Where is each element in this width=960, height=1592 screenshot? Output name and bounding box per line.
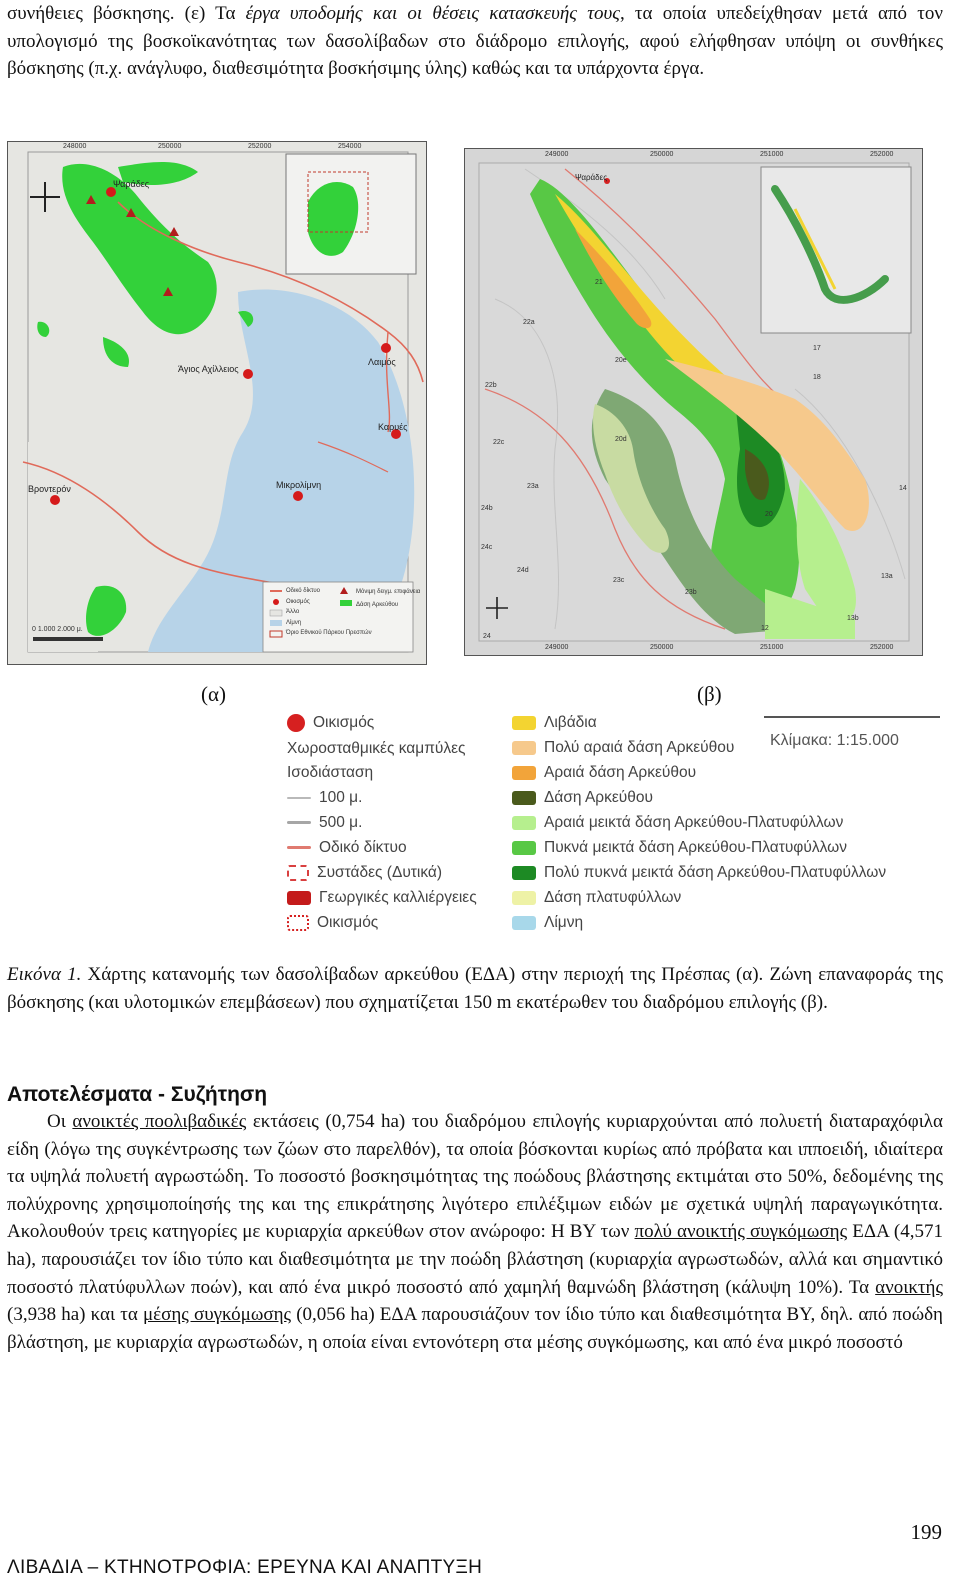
legend-item-stands: Συστάδες (Δυτικά) xyxy=(287,864,442,882)
map-a-legend-item: Οικισμός xyxy=(286,598,310,605)
map-a-village-karyes: Καρυές xyxy=(378,422,408,432)
settlement-icon xyxy=(287,714,305,732)
map-b-unit-label: 13b xyxy=(847,615,859,622)
contour-500-line xyxy=(287,821,311,824)
map-a-village-psarades: Ψαράδες xyxy=(113,179,150,189)
legend-item-sparse-mixed: Αραιά μεικτά δάση Αρκεύθου-Πλατυφύλλων xyxy=(512,814,843,832)
map-a-legend-item: Οδικό δίκτυο xyxy=(286,588,320,594)
map-b-bottom-tick-1: 249000 xyxy=(545,644,569,651)
map-a-legend-right xyxy=(356,586,420,612)
legend-item-100m: 100 μ. xyxy=(287,789,362,807)
map-b-unit-label: 24c xyxy=(481,544,493,551)
map-b-unit-label: 22a xyxy=(523,319,535,326)
legend-item-broadleaf: Δάση πλατυφύλλων xyxy=(512,889,681,907)
legend-right xyxy=(512,710,942,940)
section-heading: Αποτελέσματα - Συζήτηση xyxy=(7,1083,268,1106)
legend-item-contours: Χωροσταθμικές καμπύλες xyxy=(287,740,466,757)
map-a-legend-item: Όριο Εθνικού Πάρκου Πρεσπών xyxy=(286,630,372,636)
caption-text: Χάρτης κατανομής των δασολίβαδων αρκεύθου (ΕΔΑ) στην περιοχή της Πρέσπας (α). Ζώνη επαναφοράς της βόσκησης (και υλοτομικών επεμβάσεων) που σχηματίζεται 150 m εκατέρωθεν του διαδρόμου επιλογής (β). xyxy=(7,964,943,1013)
map-b-unit-label: 20d xyxy=(615,436,627,443)
legend-item-500m: 500 μ. xyxy=(287,814,362,832)
stand-icon xyxy=(287,865,309,881)
intro-paragraph xyxy=(7,0,943,83)
legend-item-sparse-juniper: Αραιά δάση Αρκεύθου xyxy=(512,764,696,782)
figure-caption xyxy=(7,961,943,1016)
map-b-top-tick-1: 249000 xyxy=(545,151,569,158)
legend-item-very-sparse-juniper: Πολύ αραιά δάση Αρκεύθου xyxy=(512,739,734,757)
map-b-unit-label: 14 xyxy=(899,485,907,492)
legend-item-lake: Λίμνη xyxy=(512,914,583,932)
map-b-unit-label: 13a xyxy=(881,573,893,580)
figure-label-a: (α) xyxy=(201,682,226,706)
legend-item-juniper-forest: Δάση Αρκεύθου xyxy=(512,789,653,807)
map-b-graphic xyxy=(465,149,922,655)
map-b-unit-label: 12 xyxy=(761,625,769,632)
caption-label: Εικόνα 1. xyxy=(7,964,82,985)
map-b-top-tick-4: 252000 xyxy=(870,151,894,158)
map-b-unit-label: 17 xyxy=(813,345,821,352)
map-b-bottom-tick-4: 252000 xyxy=(870,644,894,651)
map-b xyxy=(464,148,923,656)
map-a-village-vronteron: Βροντερόν xyxy=(28,484,71,494)
map-b-bottom-tick-2: 250000 xyxy=(650,644,674,651)
map-a-tick-1: 248000 xyxy=(63,143,87,150)
map-a-tick-2: 250000 xyxy=(158,143,182,150)
intro-text-2: , τα οποία υπεδείχθησαν μετά από τον υπολογισμό της βοσκοϊκανότητας των δασολίβαδων στο διάδρομο επιλογής, αφού ελήφθησαν υπόψη οι συνθήκες βόσκησης (π.χ. ανάγλυφο, διαθεσιμότητα βοσκήσιμης ύλης) καθώς και τα υπάρχοντα έργα. xyxy=(7,3,943,80)
map-b-top-tick-3: 251000 xyxy=(760,151,784,158)
map-b-unit-label: 24b xyxy=(481,505,493,512)
legend-item-meadows: Λιβάδια xyxy=(512,714,597,732)
map-a-tick-4: 254000 xyxy=(338,143,362,150)
map-a-scale: 0 1.000 2.000 μ. xyxy=(32,626,83,633)
map-b-unit-label: 21 xyxy=(595,279,603,286)
crops-icon xyxy=(287,891,311,905)
legend-item-settlement: Οικισμός xyxy=(287,714,374,732)
map-a-legend-item: Λίμνη xyxy=(286,619,302,626)
map-a-tick-3: 252000 xyxy=(248,143,272,150)
map-a-village-agios-achilleios: Άγιος Αχίλλειος xyxy=(178,364,239,374)
map-b-unit-label: 23c xyxy=(613,577,625,584)
map-a-legend-item: Άλλο xyxy=(286,609,300,615)
legend-item-contour-interval: Ισοδιάσταση xyxy=(287,764,374,781)
map-a xyxy=(7,141,427,665)
map-b-unit-label: 22c xyxy=(493,439,505,446)
legend-item-very-dense-mixed: Πολύ πυκνά μεικτά δάση Αρκεύθου-Πλατυφύλλων xyxy=(512,864,886,882)
underlined-term: πολύ ανοικτής συγκόμωσης xyxy=(634,1221,848,1243)
contour-100-line xyxy=(287,797,311,799)
page-number: 199 xyxy=(910,1520,942,1544)
map-b-unit-label: 20e xyxy=(615,357,627,364)
map-a-village-laimos: Λαιμός xyxy=(368,357,396,367)
legend-item-roads: Οδικό δίκτυο xyxy=(287,839,407,857)
map-b-unit-label: 20 xyxy=(765,511,773,518)
map-b-top-tick-2: 250000 xyxy=(650,151,674,158)
map-b-unit-label: 23a xyxy=(527,483,539,490)
map-b-unit-label: 18 xyxy=(813,374,821,381)
map-a-village-mikrolimni: Μικρολίμνη xyxy=(276,480,322,490)
underlined-term: ανοικτής xyxy=(875,1276,943,1298)
map-b-unit-label: 22b xyxy=(485,382,497,389)
legend-left xyxy=(287,710,507,940)
intro-italic: έργα υποδομής και οι θέσεις κατασκευής τους xyxy=(245,3,620,24)
map-b-unit-label: 23b xyxy=(685,589,697,596)
road-line xyxy=(287,846,311,849)
legend-item-settlement-2: Οικισμός xyxy=(287,914,378,932)
figure-label-b: (β) xyxy=(697,682,722,706)
scale-bar xyxy=(764,710,940,718)
map-b-unit-label: 24d xyxy=(517,567,529,574)
map-b-unit-label: 24 xyxy=(483,633,491,640)
running-footer: ΛΙΒΑΔΙΑ – ΚΤΗΝΟΤΡΟΦΙΑ: ΕΡΕΥΝΑ ΚΑΙ ΑΝΑΠΤΥΞΗ xyxy=(7,1557,483,1578)
map-a-legend-item: Δάση Αρκεύθου xyxy=(356,602,399,608)
underlined-term: μέσης συγκόμωσης xyxy=(142,1304,292,1326)
intro-text-1: συνήθειες βόσκησης. (ε) Τα xyxy=(7,3,246,24)
body-paragraph: Οι ανοικτές ποολιβαδικές εκτάσεις (0,754 ha) του διαδρόμου επιλογής κυριαρχούνται από πολυετή διαταραχόφιλα είδη (λόγω της συγκέντρωσης των ζώων στο παρελθόν), τα οποία βόσκονται κυρίως από πρόβατα και ιπποειδή, ιδιαίτερα τα υψηλά πολυετή αγρωστώδη. Το ποσοστό βοσκησιμότητας της ποώδους βλάστησης εκτιμάται στο 50%, δεδομένης της πολύχρονης χρησιμοποίησής της και της επικράτησης λιγότερο επιλέξιμων ειδών με σχετικά υψηλή παραγωγικότητα. Ακολουθούν τρεις κατηγορίες με κυριαρχία αρκεύθων στον ανώροφο: Η ΒΥ των πολύ ανοικτής συγκόμωσης ΕΔΑ (4,571 ha), παρουσιάζει τον ίδιο τύπο και διαθεσιμότητα με την ποώδη βλάστηση (κυριαρχία αγρωστωδών, αλλά και σημαντικό ποσοστό πλατύφυλλων ποών), και από ένα μικρό ποσοστό από χαμηλή θαμνώδη βλάστηση (κάλυψη 10%). Τα ανοικτής (3,938 ha) και τα μέσης συγκόμωσης (0,056 ha) ΕΔΑ παρουσιάζουν τον ίδιο τύπο και διαθεσιμότητα ΒΥ, δηλ. από ποώδη βλάστηση, με κυριαρχία αγρωστωδών, η οποία είναι εντονότερη στα μέσης συγκόμωσης, και από ένα μικρό ποσοστό xyxy=(7,1111,943,1353)
underlined-term: ανοικτές ποολιβαδικές xyxy=(72,1111,247,1132)
legend-item-dense-mixed: Πυκνά μεικτά δάση Αρκεύθου-Πλατυφύλλων xyxy=(512,839,847,857)
map-b-bottom-tick-3: 251000 xyxy=(760,644,784,651)
map-b-village: Ψαράδες xyxy=(575,173,608,182)
settlement-outline-icon xyxy=(287,915,309,931)
map-a-legend-item: Μόνιμη δειγμ. επιφάνεια xyxy=(356,589,421,595)
scale-label: Κλίμακα: 1:15.000 xyxy=(770,732,899,749)
legend-item-crops: Γεωργικές καλλιέργειες xyxy=(287,889,477,907)
